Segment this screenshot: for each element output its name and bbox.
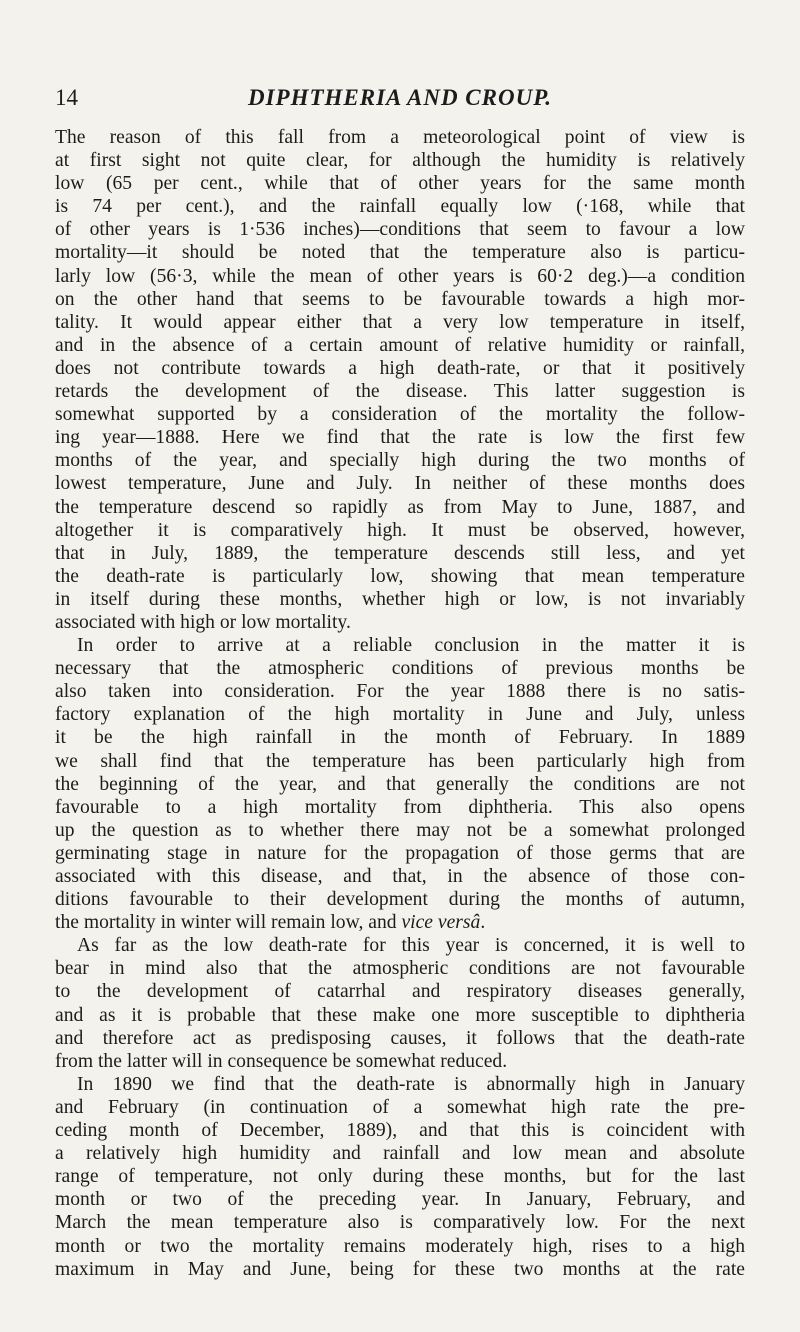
text-line: favourable to a high mortality from diphtheria. This also opens — [55, 796, 745, 818]
text-line: we shall find that the temperature has been particularly high from — [55, 750, 745, 772]
text-line: somewhat supported by a consideration of the mortality the follow- — [55, 404, 745, 426]
text-line: ing year—1888. Here we find that the rate is low the first few — [55, 427, 745, 449]
text-line: necessary that the atmospheric conditions of previous months be — [55, 658, 745, 680]
text-line: As far as the low death-rate for this year is concerned, it is well to — [77, 935, 745, 957]
text-line: at first sight not quite clear, for although the humidity is relatively — [55, 150, 745, 172]
text-line: from the latter will in consequence be somewhat reduced. — [55, 1050, 508, 1072]
paragraph — [55, 1073, 745, 1281]
text-line: maximum in May and June, being for these two months at the rate — [55, 1258, 745, 1280]
text-line: ceding month of December, 1889), and that this is coincident with — [55, 1120, 745, 1142]
text-line: it be the high rainfall in the month of February. In 1889 — [55, 727, 745, 749]
text-line: larly low (56·3, while the mean of other years is 60·2 deg.)—a condition — [55, 265, 745, 287]
text-line: month or two of the preceding year. In January, February, and — [55, 1189, 745, 1211]
text-line: germinating stage in nature for the propagation of those germs that are — [55, 842, 745, 864]
text-line: In order to arrive at a reliable conclusion in the matter it is — [77, 635, 745, 657]
text-line: does not contribute towards a high death-rate, or that it positively — [55, 357, 745, 379]
text-line: range of temperature, not only during these months, but for the last — [55, 1166, 745, 1188]
paragraph — [55, 934, 745, 1073]
text-line: of other years is 1·536 inches)—conditions that seem to favour a low — [55, 219, 745, 241]
text-line: ditions favourable to their development during the months of autumn, — [55, 889, 745, 911]
text-line: associated with this disease, and that, in the absence of those con- — [55, 866, 745, 887]
text-line: bear in mind also that the atmospheric conditions are not favourable — [55, 958, 745, 980]
text-line: the mortality in winter will remain low, and vice versâ. — [55, 912, 486, 934]
text-line: on the other hand that seems to be favourable towards a high mor- — [55, 288, 745, 310]
text-line: also taken into consideration. For the year 1888 there is no satis- — [55, 681, 745, 703]
text-line: and February (in continuation of a somewhat high rate the pre- — [55, 1096, 745, 1118]
text-line: March the mean temperature also is comparatively low. For the next — [55, 1212, 745, 1234]
text-line: altogether it is comparatively high. It must be observed, however, — [55, 519, 745, 541]
text-line: the beginning of the year, and that generally the conditions are not — [55, 773, 745, 795]
text-line: The reason of this fall from a meteorological point of view is — [55, 127, 745, 148]
text-line: and in the absence of a certain amount of relative humidity or rainfall, — [55, 334, 745, 356]
text-line: In 1890 we find that the death-rate is abnormally high in January — [77, 1073, 745, 1095]
page-header — [55, 84, 745, 118]
text-line: lowest temperature, June and July. In neither of these months does — [55, 473, 745, 495]
text-line: the temperature descend so rapidly as from May to June, 1887, and — [55, 496, 745, 518]
paragraph — [55, 126, 745, 634]
text-line: in itself during these months, whether high or low, is not invariably — [55, 588, 745, 610]
text-line: low (65 per cent., while that of other years for the same month — [55, 173, 745, 195]
text-line: a relatively high humidity and rainfall and low mean and absolute — [55, 1143, 745, 1165]
running-title: DIPHTHERIA AND CROUP. — [247, 85, 553, 110]
text-line: and as it is probable that these make one more susceptible to diphtheria — [55, 1004, 745, 1026]
text-line: associated with high or low mortality. — [55, 611, 351, 633]
text-line: month or two the mortality remains moderately high, rises to a high — [55, 1235, 745, 1257]
text-line: retards the development of the disease. This latter suggestion is — [55, 381, 745, 403]
text-line: up the question as to whether there may not be a somewhat prolonged — [55, 819, 745, 841]
page-number: 14 — [55, 85, 78, 110]
body-text — [55, 126, 745, 1281]
text-line: the death-rate is particularly low, showing that mean temperature — [55, 565, 745, 587]
paragraph — [55, 634, 745, 934]
text-line: is 74 per cent.), and the rainfall equally low (·168, while that — [55, 196, 745, 218]
text-line: and therefore act as predisposing causes, it follows that the death-rate — [55, 1027, 745, 1049]
text-line: to the development of catarrhal and respiratory diseases generally, — [55, 981, 745, 1003]
text-line: months of the year, and specially high during the two months of — [55, 450, 745, 472]
text-line: tality. It would appear either that a very low temperature in itself, — [55, 311, 745, 333]
text-line: that in July, 1889, the temperature descends still less, and yet — [55, 542, 745, 564]
text-line: mortality—it should be noted that the temperature also is particu- — [55, 242, 745, 264]
text-line: factory explanation of the high mortality in June and July, unless — [55, 704, 745, 726]
